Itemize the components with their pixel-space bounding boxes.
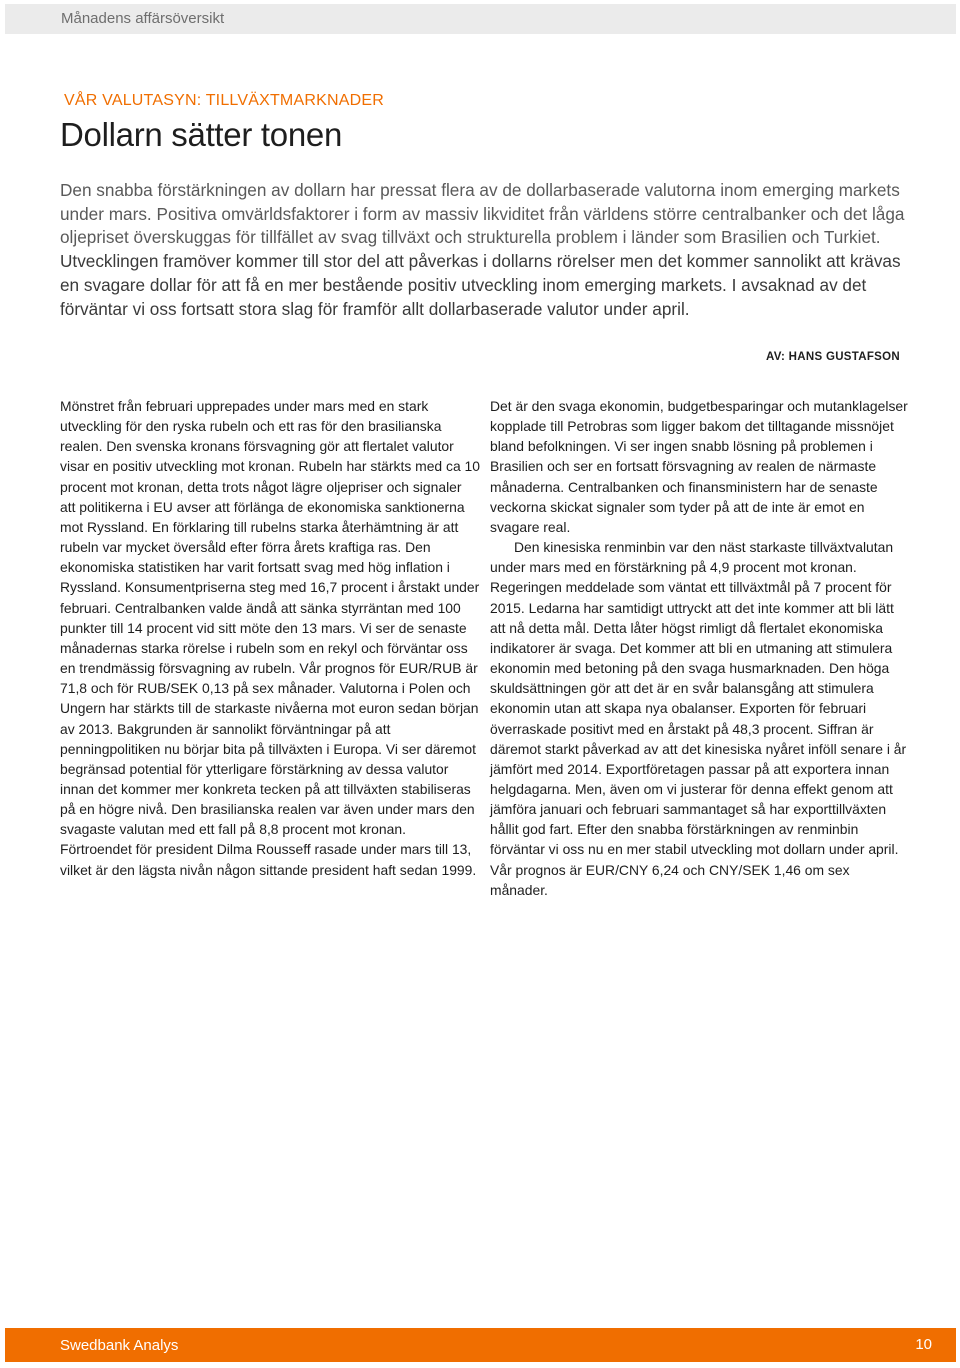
article-headline: Dollarn sätter tonen — [60, 116, 342, 153]
article-byline: AV: HANS GUSTAFSON — [765, 351, 900, 363]
footer-brand: Swedbank Analys — [60, 1337, 179, 1354]
body-paragraph: Mönstret från februari upprepades under mars med en stark utveckling för den ryska rubeln och ett ras för den brasilianska realen. Den svenska kronans försvagning gör att flertalet valutor visar en positiv utveckling mot kronan. Rubeln har stärkts med ca 10 procent mot kronan, detta trots något lägre oljepriser och signaler att politikerna i EU avser att förlänga de ekonomiska sanktionerna mot Ryssland. En förklaring till rubelns starka återhämtning är att rubeln var mycket översåld efter förra årets kraftiga ras. Den ekonomiska statistiken har varit fortsatt svag med hög inflation i Ryssland. Konsumentpriserna steg med 16,7 procent i årstakt under februari. Centralbanken valde ändå att sänka styrräntan med 100 punkter till 14 procent vid sitt möte den 13 mars. Vi ser de senaste månadernas starka rörelse i rubeln som en rekyl och förväntar oss en trendmässig försvagning av rubeln. Vår prognos för EUR/RUB är 71,8 och för RUB/SEK 0,13 på sex månader. Valutorna i Polen och Ungern har stärkts till de starkaste nivåerna mot euron sedan början av 2013. Bakgrunden är sannolikt förväntningar på att penningpolitiken nu börjar bita på tillväxten i Europa. Vi ser däremot begränsad potential för ytterligare förstärkning av dessa valutor innan det kommer mer konkreta tecken på att tillväxten stabiliseras på en högre nivå. Den brasilianska realen var även under mars den svagaste valutan med ett fall på 8,8 procent mot kronan. Förtroendet för president Dilma Rousseff rasade under mars till 13, vilket är den lägsta nivån någon sittande president haft sedan 1999. — [60, 398, 481, 878]
body-paragraph: Det är den svaga ekonomin, budgetbesparingar och mutanklagelser kopplade till Petrobras som ligger bakom det tilltagande missnöjet bland befolkningen. Vi ser ingen snabb lösning på problemen i Brasilien och ser en fortsatt försvagning av realen de närmaste månaderna. Centralbanken och finansministern har de senaste veckorna skickat signaler som tyder på att de inte är emot en svagare real. — [490, 398, 908, 535]
body-column-right — [490, 396, 910, 900]
article-kicker: VÅR VALUTASYN: TILLVÄXTMARKNADER — [64, 92, 384, 109]
ingress-part-1: Den snabba förstärkningen av dollarn har pressat flera av de dollarbaserade valutorna inom emerging markets under mars. Positiva omvärldsfaktorer i form av massiv likviditet från världens större centralbanker och det låga oljepriset överskuggas för tillfället av svag tillväxt och strukturella problem i länder som Brasilien och Turkiet. — [60, 180, 905, 248]
footer-bar — [5, 1328, 956, 1362]
article-ingress — [60, 179, 910, 321]
body-column-left — [60, 396, 480, 880]
publication-title: Månadens affärsöversikt — [61, 10, 225, 27]
header-bar — [5, 4, 956, 34]
ingress-part-2: Utvecklingen framöver kommer till stor del att påverkas i dollarns rörelser men det kommer sannolikt att krävas en svagare dollar för att få en mer bestående positiv utveckling inom emerging markets. I avsaknad av det förväntar vi oss fortsatt stora slag för framför allt dollarbaserade valutor under april. — [60, 251, 901, 319]
body-paragraph: Den kinesiska renminbin var den näst starkaste tillväxtvalutan under mars med en förstärkning på 4,9 procent mot kronan. Regeringen meddelade som väntat ett tillväxtmål på 7 procent för 2015. Ledarna har samtidigt uttryckt att det inte kommer att bli lätt att nå detta mål. Detta låter högst rimligt då flertalet ekonomiska indikatorer är svaga. Det kommer att bli en utmaning att stimulera ekonomin med betoning på den svaga husmarknaden. Den höga skuldsättningen gör att det är en svår balansgång att stimulera ekonomin utan att skapa nya obalanser. Exporten för februari överraskade positivt med en årstakt på 48,3 procent. Siffran är däremot starkt påverkad av att det kinesiska nyåret inföll senare i år jämfört med 2014. Exportföretagen passar på att exportera innan helgdagarna. Men, även om vi justerar för denna effekt genom att jämföra januari och februari sammantaget så har exporttillväxten hållit god fart. Efter den snabba förstärkningen av renminbin förväntar vi oss nu en mer stabil utveckling mot dollarn under april. Vår prognos är EUR/CNY 6,24 och CNY/SEK 1,46 om sex månader. — [490, 539, 907, 898]
page-number: 10 — [915, 1336, 932, 1353]
